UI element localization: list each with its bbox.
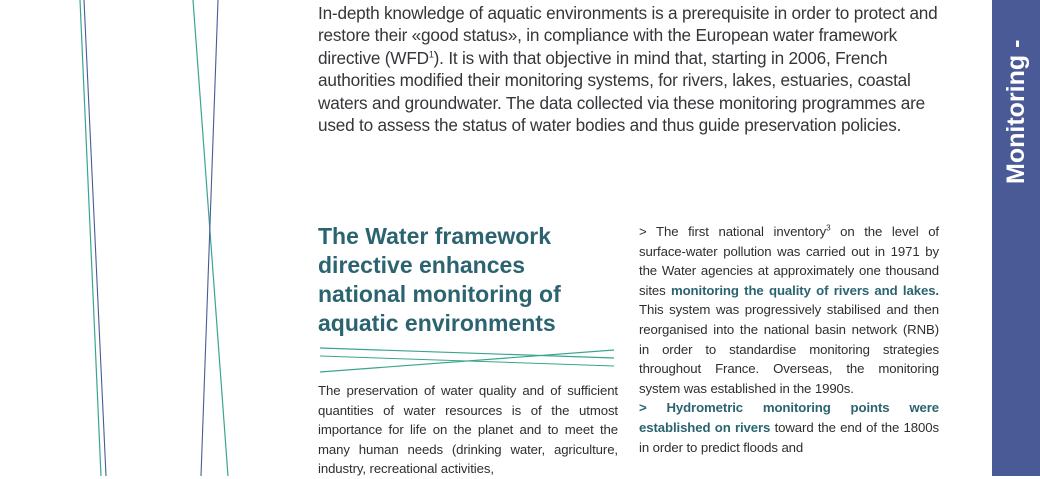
deco-line-4 (201, 0, 218, 476)
deco-line-2 (84, 0, 106, 476)
deco-line-1 (80, 0, 101, 476)
sidebar-band (992, 0, 1040, 476)
paragraph-hydrometric: > Hydrometric monitoring points were established on rivers toward the end of the 1800s in order to predict floods and (639, 400, 939, 455)
left-column-text: The preservation of water quality and of sufficient quantities of water resources is of the utmost importance for life on the planet and to meet the many human needs (drinking water, agriculture, industry, recreational activities, (318, 383, 618, 477)
footnote-ref-3: 3 (826, 223, 831, 233)
deco-line-3 (193, 0, 228, 476)
sidebar-label: Monitoring - (1002, 39, 1030, 184)
intro-paragraph: In-depth knowledge of aquatic environments is a prerequisite in order to protect and restore their «good status», in compliance with the European water framework directive (WFD$^1$). It is with that objective in mind that, starting in 2006, French authorities modified their monitoring systems, for rivers, lakes, estuaries, coastal waters and groundwater. The data collected via these monitoring programmes are used to assess the status of water bodies and thus guide preservation policies. (318, 3, 938, 136)
right-column-text (639, 222, 939, 457)
section-heading: The Water framework directive enhances national monitoring of aquatic environments (318, 223, 561, 336)
paragraph-national-inventory: > The first national inventory$^3$ on the level of surface-water pollution was carried out in 1971 by the Water agencies at approximately one thousand sites monitoring the quality of rivers and lakes. This system was progressively stabilised and then reorganised into the national basin network (RNB) in order to standardise monitoring strategies throughout France. Overseas, the monitoring system was established in the 1990s. (639, 223, 939, 396)
deco-line-7 (320, 356, 614, 366)
footnote-ref-1: 1 (428, 49, 434, 60)
